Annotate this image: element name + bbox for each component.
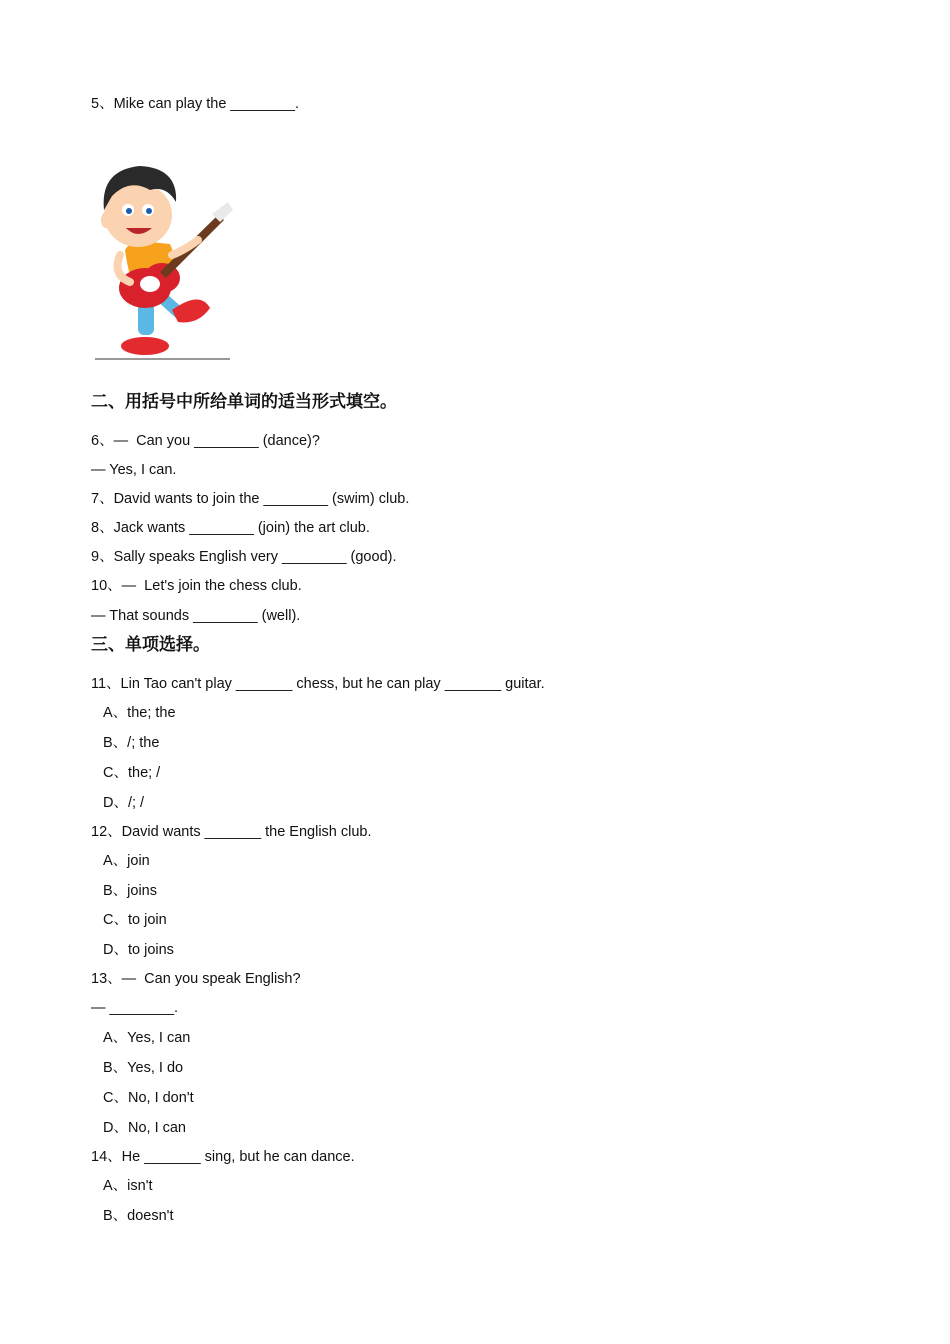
question-12-option-b: B、joins — [103, 883, 157, 899]
question-11: 11、Lin Tao can't play _______ chess, but he can play _______ guitar. — [91, 676, 545, 692]
question-11-option-a: A、the; the — [103, 705, 176, 721]
question-5: 5、Mike can play the ________. — [91, 96, 299, 112]
question-11-option-c: C、the; / — [103, 765, 161, 781]
question-8: 8、Jack wants ________ (join) the art club. — [91, 520, 370, 536]
question-9: 9、Sally speaks English very ________ (good). — [91, 549, 397, 565]
question-12-option-d: D、to joins — [103, 942, 174, 958]
section-3-heading: 三、单项选择。 — [91, 635, 210, 655]
question-11-option-d: D、/; / — [103, 795, 145, 811]
question-10-answer: — That sounds ________ (well). — [91, 608, 301, 624]
question-13-option-a: A、Yes, I can — [103, 1030, 191, 1046]
question-6-answer: — Yes, I can. — [91, 462, 177, 478]
question-10: 10、— Let's join the chess club. — [91, 578, 302, 594]
question-12-option-c: C、to join — [103, 912, 167, 928]
question-7: 7、David wants to join the ________ (swim) club. — [91, 491, 410, 507]
question-13-answer-line: — ________. — [91, 1000, 179, 1016]
question-12: 12、David wants _______ the English club. — [91, 824, 372, 840]
question-13: 13、— Can you speak English? — [91, 971, 301, 987]
question-11-option-b: B、/; the — [103, 735, 160, 751]
question-13-option-d: D、No, I can — [103, 1120, 186, 1136]
question-12-option-a: A、join — [103, 853, 150, 869]
question-14-option-b: B、doesn't — [103, 1208, 174, 1224]
boy-playing-guitar-illustration — [90, 160, 235, 360]
question-6: 6、— Can you ________ (dance)? — [91, 433, 320, 449]
question-14-option-a: A、isn't — [103, 1178, 153, 1194]
section-2-heading: 二、用括号中所给单词的适当形式填空。 — [91, 392, 397, 412]
question-14: 14、He _______ sing, but he can dance. — [91, 1149, 355, 1165]
question-13-option-b: B、Yes, I do — [103, 1060, 184, 1076]
question-13-option-c: C、No, I don't — [103, 1090, 194, 1106]
